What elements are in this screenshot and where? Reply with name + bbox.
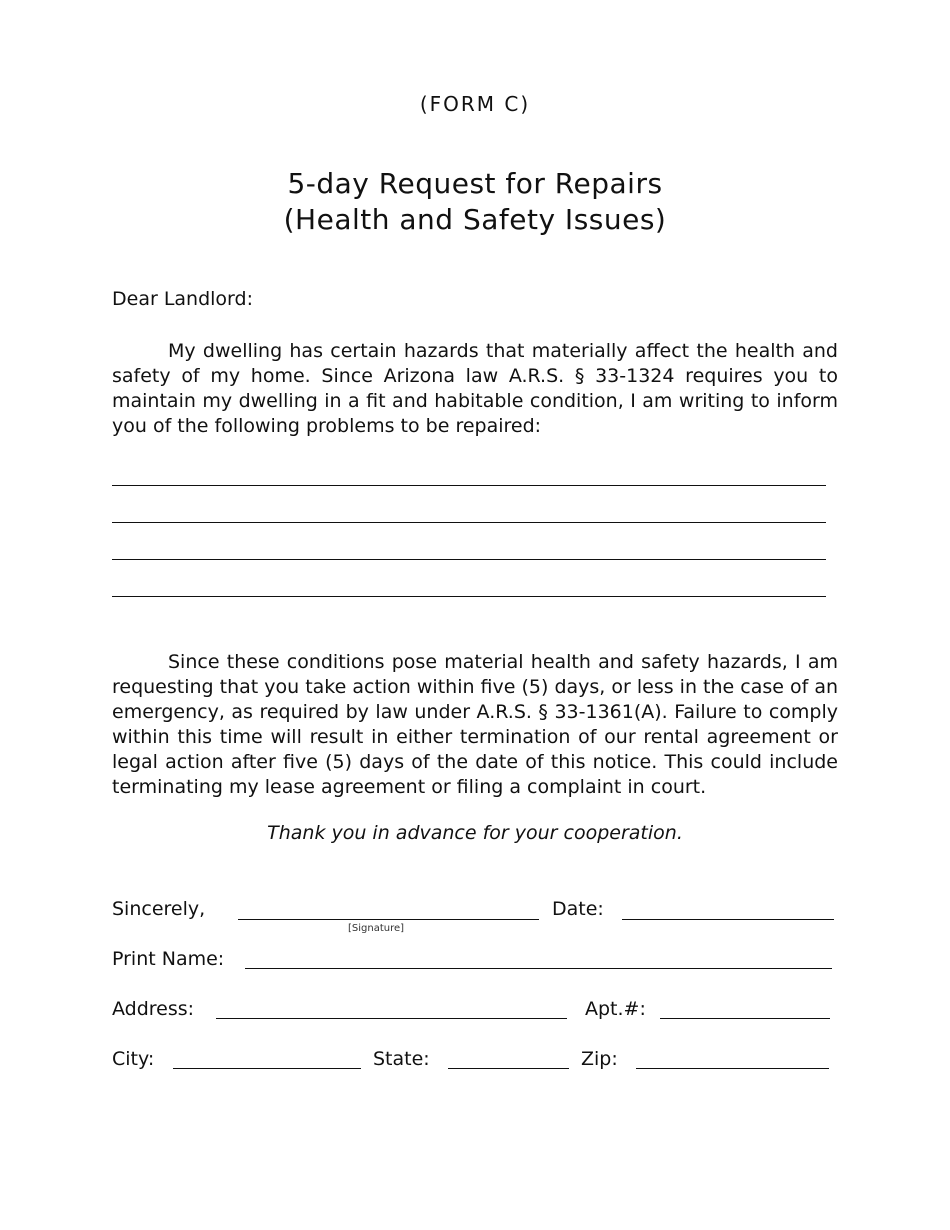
- title-line-2: (Health and Safety Issues): [283, 203, 667, 236]
- city-label: City:: [112, 1048, 155, 1070]
- paragraph-intro: My dwelling has certain hazards that materially affect the health and safety of my home. Since Arizona law A.R.S. § 33-1324 requires you to maintain my dwelling in a fit and habitable condition, I am writing to inform you of the following problems to be repaired:: [112, 340, 838, 437]
- city-field[interactable]: [173, 1068, 361, 1069]
- page-title: [0, 166, 950, 238]
- thanks-line: Thank you in advance for your cooperation.: [267, 822, 683, 844]
- state-field[interactable]: [448, 1068, 569, 1069]
- state-label: State:: [373, 1048, 430, 1070]
- salutation: Dear Landlord:: [112, 288, 253, 310]
- problem-line-4[interactable]: [112, 596, 826, 597]
- problem-line-1[interactable]: [112, 485, 826, 486]
- date-field[interactable]: [622, 919, 834, 920]
- print-name-field[interactable]: [245, 968, 832, 969]
- form-label: (FORM C): [419, 92, 531, 116]
- zip-field[interactable]: [636, 1068, 829, 1069]
- apt-label: Apt.#:: [585, 998, 646, 1020]
- date-label: Date:: [552, 898, 604, 920]
- signature-caption: [Signature]: [348, 923, 405, 934]
- sincerely-label: Sincerely,: [112, 898, 206, 920]
- title-line-1: 5-day Request for Repairs: [287, 167, 663, 200]
- problem-line-2[interactable]: [112, 522, 826, 523]
- address-label: Address:: [112, 998, 195, 1020]
- paragraph-demand: Since these conditions pose material health and safety hazards, I am requesting that you take action within five (5) days, or less in the case of an emergency, as required by law under A.R.S. § 33-1361(A). Failure to comply within this time will result in either termination of our rental agreement or legal action after five (5) days of the date of this notice. This could include terminating my lease agreement or filing a complaint in court.: [112, 651, 838, 798]
- problem-line-3[interactable]: [112, 559, 826, 560]
- address-field[interactable]: [216, 1018, 567, 1019]
- zip-label: Zip:: [581, 1048, 618, 1070]
- apt-field[interactable]: [660, 1018, 830, 1019]
- signature-field[interactable]: [238, 919, 539, 920]
- print-name-label: Print Name:: [112, 948, 225, 970]
